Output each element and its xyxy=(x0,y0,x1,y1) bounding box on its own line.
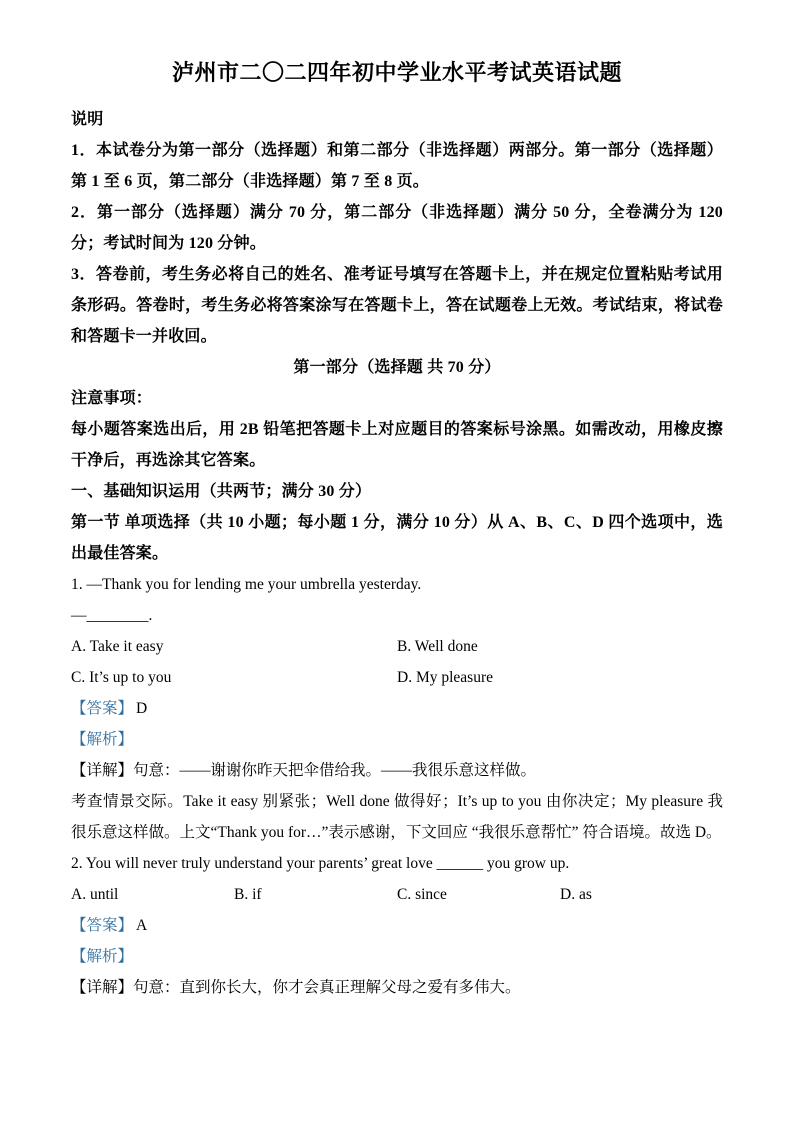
question-2-option-b: B. if xyxy=(234,886,262,903)
question-2-detail: 【详解】句意：直到你长大，你才会真正理解父母之爱有多伟大。 xyxy=(71,979,521,996)
question-1-option-d: D. My pleasure xyxy=(397,669,493,686)
question-1-explanation: 考查情景交际。Take it easy 别紧张；Well done 做得好；It’s up to you 由你决定；My pleasure 我很乐意这样做。上文“Thank you for…”表示感谢，下文回应 “我很乐意帮忙” 符合语境。故选 D。 xyxy=(71,793,723,841)
question-1-option-c: C. It’s up to you xyxy=(71,669,172,686)
page-title: 泸州市二〇二四年初中学业水平考试英语试题 xyxy=(171,60,622,85)
instructions-heading: 说明 xyxy=(71,111,104,128)
question-1-options xyxy=(71,631,723,693)
question-2-options xyxy=(71,879,723,910)
section1-heading: 一、基础知识运用（共两节；满分 30 分） xyxy=(71,483,372,500)
question-2-option-c: C. since xyxy=(397,886,447,903)
question-1-answer-line xyxy=(71,693,723,724)
instruction-item-1: 1．本试卷分为第一部分（选择题）和第二部分（非选择题）两部分。第一部分（选择题）第 1 至 6 页，第二部分（非选择题）第 7 至 8 页。 xyxy=(71,142,723,190)
analysis-label: 【解析】 xyxy=(71,948,134,965)
question-2-answer-value: A xyxy=(136,917,148,934)
answer-label: 【答案】 xyxy=(71,700,134,717)
question-2-stem: 2. You will never truly understand your parents’ great love ______ you grow up. xyxy=(71,855,570,872)
question-2-analysis-line xyxy=(71,941,723,972)
question-2 xyxy=(71,848,723,1003)
question-1-option-a: A. Take it easy xyxy=(71,638,164,655)
question-1-answer-value: D xyxy=(136,700,148,717)
question-2-answer-line xyxy=(71,910,723,941)
question-1-stem-reply: —________. xyxy=(71,607,153,624)
notes-body: 每小题答案选出后，用 2B 铅笔把答题卡上对应题目的答案标号涂黑。如需改动，用橡皮擦干净后，再选涂其它答案。 xyxy=(71,421,723,469)
instruction-item-2: 2．第一部分（选择题）满分 70 分，第二部分（非选择题）满分 50 分，全卷满分为 120 分；考试时间为 120 分钟。 xyxy=(71,204,723,252)
question-2-option-d: D. as xyxy=(560,886,592,903)
part1-heading: 第一部分（选择题 共 70 分） xyxy=(293,359,501,376)
notes-heading: 注意事项： xyxy=(71,390,153,407)
answer-label: 【答案】 xyxy=(71,917,134,934)
analysis-label: 【解析】 xyxy=(71,731,134,748)
section1-subheading: 第一节 单项选择（共 10 小题；每小题 1 分，满分 10 分）从 A、B、C、D 四个选项中，选出最佳答案。 xyxy=(71,514,723,562)
question-1-stem: 1. —Thank you for lending me your umbrella yesterday. xyxy=(71,576,422,593)
question-1-detail: 【详解】句意：——谢谢你昨天把伞借给我。——我很乐意这样做。 xyxy=(71,762,537,779)
question-1-analysis-line xyxy=(71,724,723,755)
question-1-option-b: B. Well done xyxy=(397,638,478,655)
question-2-option-a: A. until xyxy=(71,886,119,903)
instruction-item-3: 3．答卷前，考生务必将自己的姓名、准考证号填写在答题卡上，并在规定位置粘贴考试用条形码。答卷时，考生务必将答案涂写在答题卡上，答在试题卷上无效。考试结束，将试卷和答题卡一并收回。 xyxy=(71,266,723,345)
question-1 xyxy=(71,569,723,848)
